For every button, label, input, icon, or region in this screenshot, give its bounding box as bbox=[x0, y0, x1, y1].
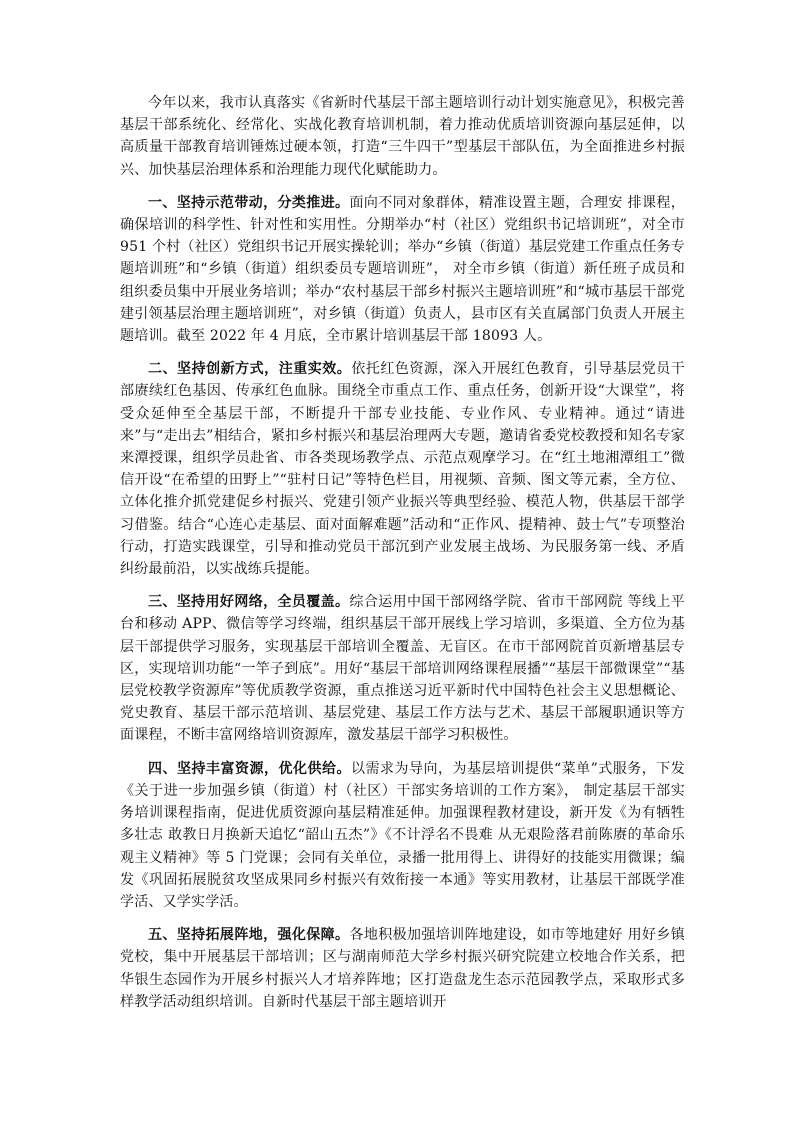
section-body-3: 综合运用中国干部网络学院、省市干部网院 等线上平台和移动 APP、微信等学习终端，组织基层干部开展线上学习培训，多渠道、全方位为基层干部提供学习服务，实现基层干部培训全覆盖、无盲区。在市干部网院首页新增基层专区，实现培训功能“一竿子到底”。用好“基层干部培训网络课程展播”“基层干部微课堂”“基层党校教学资源库”等优质教学资源，重点推送习近平新时代中国特色社会主义思想概论、党史教育、基层干部示范培训、基层党建、基层工作方法与艺术、基层干部履职通识等方面课程，不断丰富网络培训资源库，激发基层干部学习积极性。 bbox=[120, 594, 685, 744]
section-body-2: 依托红色资源，深入开展红色教育，引导基层党员干部赓续红色基因、传承红色血脉。围绕全市重点工作、重点任务，创新开设“大课堂”，将受众延伸至全基层干部，不断提升干部专业技能、专业作风、专业精神。通过“请进来”与“走出去”相结合，紧扣乡村振兴和基层治理两大专题，邀请省委党校教授和知名专家来潭授课，组织学员赴省、市各类现场教学点、示范点观摩学习。在“红土地湘潭组工”微信开设“在希望的田野上”“驻村日记”等特色栏目，用视频、音频、图文等元素，全方位、立体化推介抓党建促乡村振兴、党建引领产业振兴等典型经验、模范人物，供基层干部学习借鉴。结合“心连心走基层、面对面解难题”活动和“正作风、提精神、鼓士气”专项整治行动，打造实践课堂，引导和推动党员干部沉到产业发展主战场、为民服务第一线、矛盾纠纷最前沿，以实战练兵提能。 bbox=[120, 361, 685, 578]
section-heading-2: 二、坚持创新方式，注重实效。 bbox=[148, 361, 352, 378]
section-heading-5: 五、坚持拓展阵地，强化保障。 bbox=[148, 927, 350, 944]
section-heading-4: 四、坚持丰富资源，优化供给。 bbox=[148, 760, 351, 777]
section-paragraph-1 bbox=[120, 192, 685, 347]
section-body-5: 各地积极加强培训阵地建设，如市等地建好 用好乡镇党校，集中开展基层干部培训；区与湖南师范大学乡村振兴研究院建立校地合作关系，把华银生态园作为开展乡村振兴人才培养阵地；区打造盘龙生态示范园教学点，采取形式多样教学活动组织培训。自新时代基层干部主题培训开 bbox=[120, 927, 685, 1010]
section-paragraph-4 bbox=[120, 758, 685, 913]
section-heading-1: 一、坚持示范带动，分类推进。 bbox=[148, 194, 350, 211]
section-body-1: 面向不同对象群体，精准设置主题，合理安 排课程，确保培训的科学性、针对性和实用性。分期举办“村（社区）党组织书记培训班”，对全市 951 个村（社区）党组织书记开展实操轮训；举办“乡镇（街道）基层党建工作重点任务专题培训班”和“乡镇（街道）组织委员专题培训班”， 对全市乡镇（街道）新任班子成员和组织委员集中开展业务培训；举办“农村基层干部乡村振兴主题培训班”和“城市基层干部党建引领基层治理主题培训班”，对乡镇（街道）负责人，县市区有关直属部门负责人开展主题培训。截至 2022 年 4 月底，全市累计培训基层干部 18093 人。 bbox=[120, 194, 685, 345]
section-paragraph-3 bbox=[120, 591, 685, 746]
document-page bbox=[120, 92, 685, 1024]
section-paragraph-5 bbox=[120, 924, 685, 1013]
section-body-4: 以需求为导向，为基层培训提供“菜单”式服务，下发《关于进一步加强乡镇（街道）村（社区）干部实务培训的工作方案》， 制定基层干部实务培训课程指南，促进优质资源向基层精准延伸。加强课程教材建设，新开发《为有牺牲多壮志 敢教日月换新天追忆“韶山五杰”》《不计浮名不畏难 从无艰险落君前陈赓的革命乐观主义精神》等 5 门党课；会同有关单位，录播一批用得上、讲得好的技能实用微课；编发《巩固拓展脱贫攻坚成果同乡村振兴有效衔接一本通》等实用教材，让基层干部既学准学活、又学实学活。 bbox=[120, 760, 685, 910]
section-heading-3: 三、坚持用好网络，全员覆盖。 bbox=[148, 594, 350, 611]
intro-paragraph: 今年以来，我市认真落实《省新时代基层干部主题培训行动计划实施意见》，积极完善基层干部系统化、经常化、实战化教育培训机制，着力推动优质培训资源向基层延伸，以高质量干部教育培训锤炼过硬本领，打造“三牛四干”型基层干部队伍，为全面推进乡村振兴、加快基层治理体系和治理能力现代化赋能助力。 bbox=[120, 95, 685, 178]
section-paragraph-2 bbox=[120, 358, 685, 580]
